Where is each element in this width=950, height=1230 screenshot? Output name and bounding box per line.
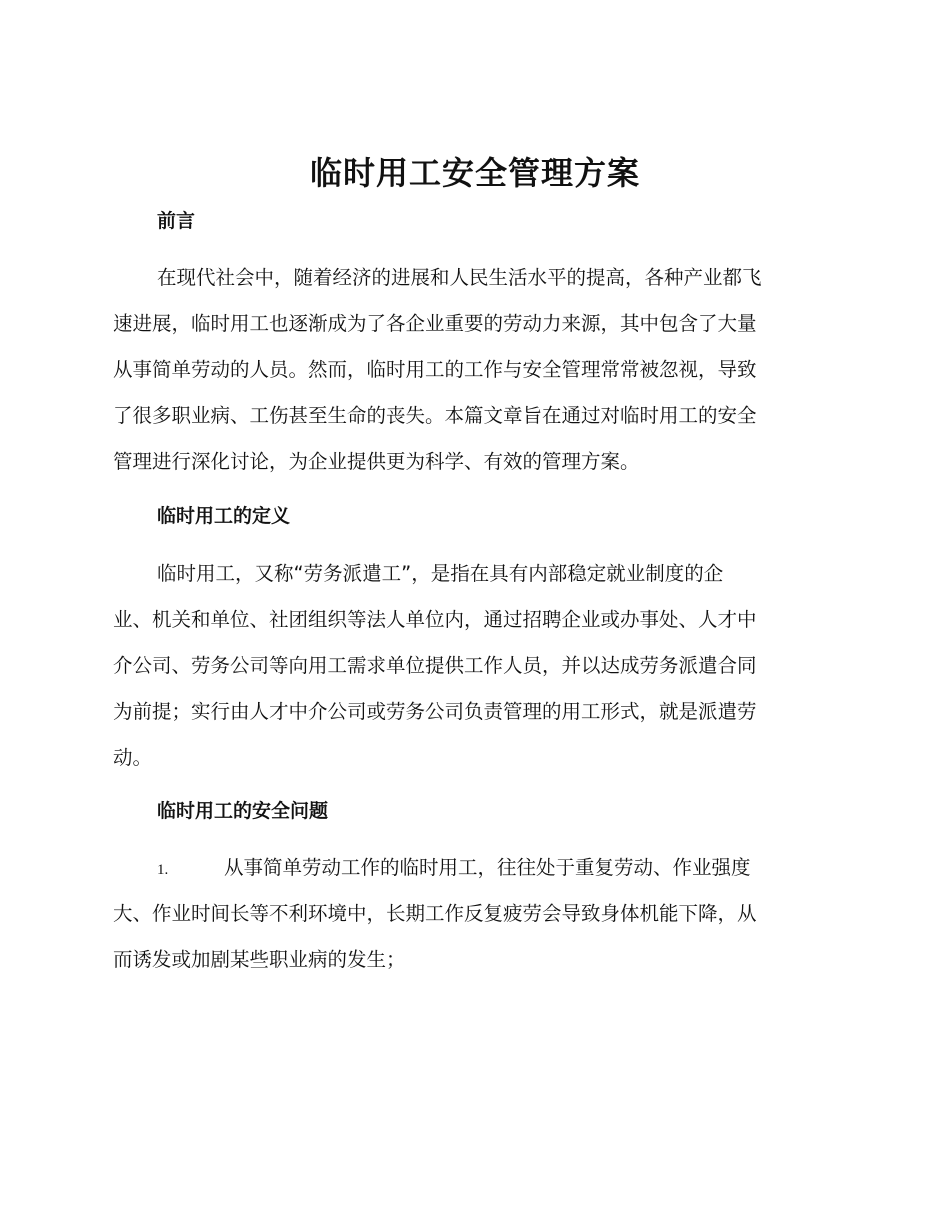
list-item-text: 从事简单劳动工作的临时用工，往往处于重复劳动、作业强度 <box>224 856 751 879</box>
list-item <box>113 845 833 891</box>
section-heading-safety-issues: 临时用工的安全问题 <box>157 800 329 822</box>
safety-issues-list <box>113 845 833 983</box>
definition-paragraph <box>113 551 833 781</box>
paragraph-line: 业、机关和单位、社团组织等法人单位内，通过招聘企业或办事处、人才中 <box>113 608 757 631</box>
paragraph-line: 在现代社会中，随着经济的进展和人民生活水平的提高，各种产业都飞 <box>157 266 762 289</box>
preface-paragraph <box>113 255 833 485</box>
paragraph-line: 动。 <box>113 746 153 769</box>
paragraph-line: 了很多职业病、工伤甚至生命的丧失。本篇文章旨在通过对临时用工的安全 <box>113 404 757 427</box>
paragraph-line: 临时用工，又称“劳务派遣工”，是指在具有内部稳定就业制度的企 <box>157 562 724 585</box>
paragraph-line: 管理进行深化讨论，为企业提供更为科学、有效的管理方案。 <box>113 450 640 473</box>
paragraph-line: 介公司、劳务公司等向用工需求单位提供工作人员，并以达成劳务派遣合同 <box>113 654 757 677</box>
section-heading-definition: 临时用工的定义 <box>157 505 291 527</box>
paragraph-line: 从事简单劳动的人员。然而，临时用工的工作与安全管理常常被忽视，导致 <box>113 358 757 381</box>
list-number: 1. <box>157 862 169 878</box>
document-title: 临时用工安全管理方案 <box>309 154 640 192</box>
paragraph-line: 而诱发或加剧某些职业病的发生； <box>113 948 406 971</box>
paragraph-line: 大、作业时间长等不利环境中，长期工作反复疲劳会导致身体机能下降，从 <box>113 902 757 925</box>
section-heading-preface: 前言 <box>157 210 196 232</box>
paragraph-line: 为前提；实行由人才中介公司或劳务公司负责管理的用工形式，就是派遣劳 <box>113 700 757 723</box>
paragraph-line: 速进展，临时用工也逐渐成为了各企业重要的劳动力来源，其中包含了大量 <box>113 312 757 335</box>
